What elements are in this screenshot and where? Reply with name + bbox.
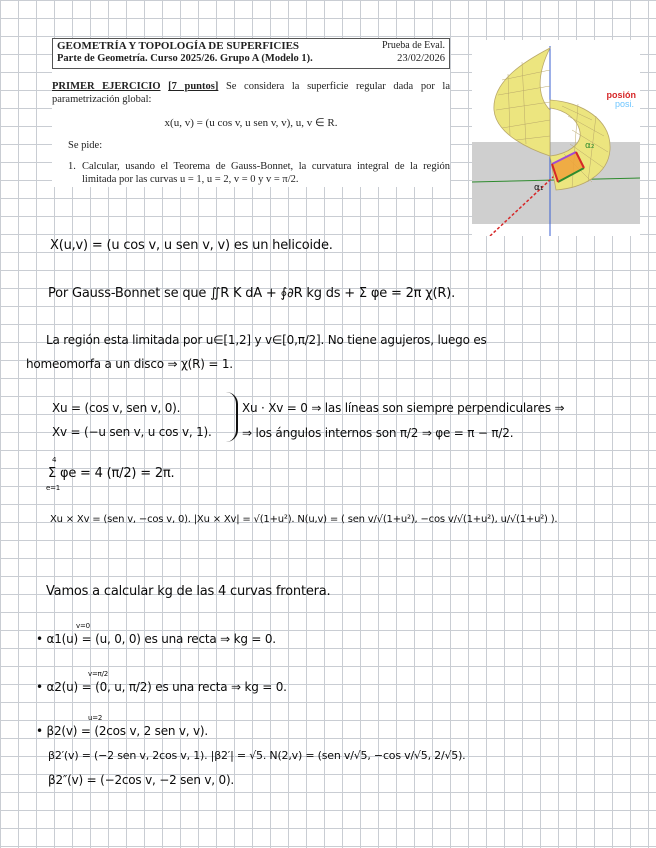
hw-line-xv: Xv = (−u sen v, u cos v, 1). xyxy=(52,425,212,439)
question-item xyxy=(68,161,450,187)
hw-beta2-note: u=2 xyxy=(88,714,103,722)
hw-line-beta2-prime: β2′(v) = (−2 sen v, 2cos v, 1). |β2′| = √5. N(2,v) = (sen v/√5, −cos v/√5, 2/√5). xyxy=(48,749,466,762)
hw-line-perpendicular: Xu · Xv = 0 ⇒ las líneas son siempre perpendiculares ⇒ xyxy=(242,401,565,415)
exercise-statement xyxy=(52,81,450,107)
alpha1-label: α₁ xyxy=(534,183,544,193)
hw-line-region: La región esta limitada por u∈[1,2] y v∈[0,π/2]. No tiene agujeros, luego es xyxy=(46,333,487,347)
figure-label-a: posión xyxy=(606,90,636,100)
exam-type: Prueba de Eval. xyxy=(381,40,445,51)
hw-line-alpha2: • α2(u) = (0, u, π/2) es una recta ⇒ kg = 0. xyxy=(36,680,287,694)
figure-label-b: posi. xyxy=(614,99,634,109)
hw-alpha2-note: v=π/2 xyxy=(88,670,109,678)
alpha2-label: α₂ xyxy=(585,141,595,151)
hw-line-alpha1: • α1(u) = (u, 0, 0) es una recta ⇒ kg = 0. xyxy=(36,632,276,646)
exam-printed-block xyxy=(52,38,450,187)
question-number: 1. xyxy=(68,161,76,172)
exercise-points: [7 puntos] xyxy=(168,81,219,93)
hw-alpha1-note: v=0 xyxy=(76,622,90,630)
hw-line-xu: Xu = (cos v, sen v, 0). xyxy=(52,401,181,415)
hw-sum-upper: 4 xyxy=(52,456,57,464)
parametrization-formula: x(u, v) = (u cos v, u sen v, v), u, v ∈ R. xyxy=(164,116,338,129)
helicoid-plot xyxy=(472,40,640,236)
exercise-lead: PRIMER EJERCICIO xyxy=(52,81,161,93)
hw-line-beta2-second: β2″(v) = (−2cos v, −2 sen v, 0). xyxy=(48,773,235,787)
hw-line-angles: ⇒ los ángulos internos son π/2 ⇒ φe = π − π/2. xyxy=(242,426,514,440)
hw-line-gauss-bonnet: Por Gauss-Bonnet se que ∬R K dA + ∮∂R kg ds + Σ φe = 2π χ(R). xyxy=(48,286,456,301)
hw-line-angle-sum: Σ φe = 4 (π/2) = 2π. xyxy=(48,466,175,481)
exam-subtitle: Parte de Geometría. Curso 2025/26. Grupo A (Modelo 1). xyxy=(57,53,313,65)
question-text: Calcular, usando el Teorema de Gauss-Bonnet, la curvatura integral de la región limitada por las curvas u = 1, u = 2, v = 0 y v = π/2. xyxy=(82,161,450,185)
hw-line-boundary-intro: Vamos a calcular kg de las 4 curvas frontera. xyxy=(46,584,331,599)
hw-brace xyxy=(226,392,238,442)
hw-line-homeomorphic: homeomorfa a un disco ⇒ χ(R) = 1. xyxy=(26,357,233,371)
hw-sum-lower: e=1 xyxy=(46,484,61,492)
hw-line-normal: Xu × Xv = (sen v, −cos v, 0). |Xu × Xv| = √(1+u²). N(u,v) = ( sen v/√(1+u²), −cos v/√(1+u²), u/√(1+u²) ). xyxy=(50,514,558,525)
exercise-text: Se considera la superficie regular dada por la parametrización global: xyxy=(52,81,450,105)
exam-header xyxy=(52,38,450,69)
helicoid-figure xyxy=(472,40,640,236)
exam-title: GEOMETRÍA Y TOPOLOGÍA DE SUPERFICIES xyxy=(57,40,300,52)
se-pide: Se pide: xyxy=(68,140,103,152)
hw-line-beta2: • β2(v) = (2cos v, 2 sen v, v). xyxy=(36,724,209,738)
hw-line-helicoid: X(u,v) = (u cos v, u sen v, v) es un helicoide. xyxy=(50,238,333,253)
exam-date: 23/02/2026 xyxy=(397,53,445,65)
